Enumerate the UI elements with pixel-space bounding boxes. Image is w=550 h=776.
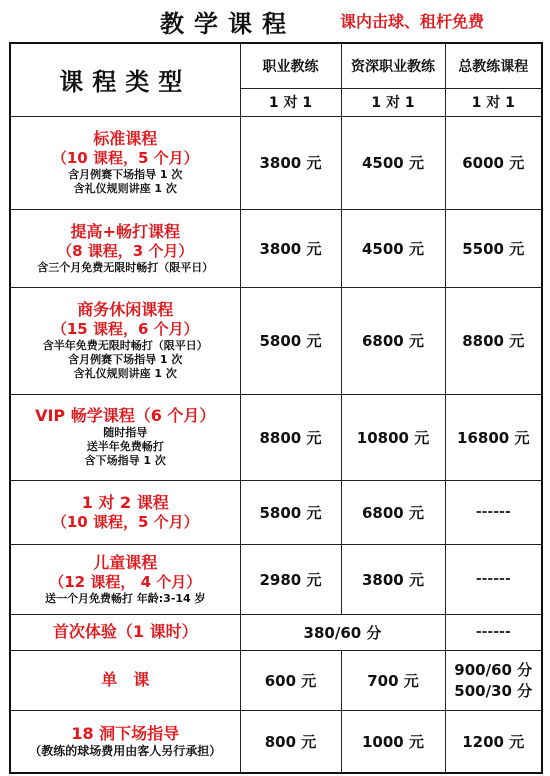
- price-cell: 16800 元: [445, 394, 542, 480]
- price-cell: 3800 元: [341, 544, 445, 614]
- table-row: [10, 116, 542, 209]
- price-cell: 10800 元: [341, 394, 445, 480]
- course-note: 含礼仪规则讲座 1 次: [73, 182, 177, 195]
- course-cell: [10, 614, 240, 650]
- page-header: [0, 0, 550, 38]
- course-cell: [10, 287, 240, 394]
- price-cell: 4500 元: [341, 209, 445, 287]
- price-cell: 5800 元: [240, 480, 341, 544]
- course-note: 送半年免费畅打: [86, 440, 164, 453]
- course-note: 随时指导: [103, 426, 148, 439]
- course-name: 18 洞下场指导: [71, 724, 180, 744]
- table-row: [10, 544, 542, 614]
- course-name: 1 对 2 课程: [81, 492, 169, 512]
- price-cell: 5500 元: [445, 209, 542, 287]
- course-duration: （15 课程，6 个月）: [51, 320, 199, 338]
- price-cell-empty: ------: [445, 614, 542, 650]
- course-cell: [10, 710, 240, 773]
- page-title: 教学课程: [160, 10, 296, 38]
- ratio-label: 1 对 1: [341, 88, 445, 116]
- coach-header-head: 总教练课程: [445, 43, 542, 88]
- price-cell-multi: [445, 650, 542, 710]
- page-subtitle: 课内击球、租杆免费: [340, 12, 485, 31]
- course-cell: [10, 480, 240, 544]
- price-cell: 6000 元: [445, 116, 542, 209]
- ratio-label: 1 对 1: [445, 88, 542, 116]
- course-name: 单 课: [101, 670, 150, 689]
- course-duration: （12 课程， 4 个月）: [49, 572, 202, 591]
- ratio-label: 1 对 1: [240, 88, 341, 116]
- price-cell: 700 元: [341, 650, 445, 710]
- course-note: 含月例赛下场指导 1 次: [68, 168, 183, 181]
- course-cell: [10, 209, 240, 287]
- price-line: 900/60 分: [454, 661, 533, 679]
- table-row: [10, 394, 542, 480]
- coach-header-senior: 资深职业教练: [341, 43, 445, 88]
- price-line: 500/30 分: [454, 682, 533, 700]
- table-row: [10, 710, 542, 773]
- course-note: 含半年免费无限时畅打（限平日）: [42, 339, 208, 352]
- course-cell: [10, 650, 240, 710]
- course-note: 含三个月免费无限时畅打（限平日）: [37, 260, 214, 274]
- course-cell: [10, 544, 240, 614]
- table-row: [10, 650, 542, 710]
- course-name: VIP 畅学课程（6 个月）: [35, 406, 216, 425]
- price-cell: 3800 元: [240, 209, 341, 287]
- course-note: 含礼仪规则讲座 1 次: [73, 367, 177, 380]
- price-cell: 8800 元: [240, 394, 341, 480]
- price-cell: 6800 元: [341, 287, 445, 394]
- course-note: 含月例赛下场指导 1 次: [68, 353, 183, 366]
- course-name: 提高+畅打课程: [70, 221, 180, 241]
- course-duration: （10 课程，5 个月）: [51, 512, 199, 531]
- price-cell-merged: 380/60 分: [240, 614, 445, 650]
- price-cell: 1200 元: [445, 710, 542, 773]
- course-note: （教练的球场费用由客人另行承担）: [29, 744, 222, 759]
- course-price-table: [9, 42, 543, 774]
- table-row: [10, 480, 542, 544]
- price-cell: 2980 元: [240, 544, 341, 614]
- price-cell: 800 元: [240, 710, 341, 773]
- course-note: 送一个月免费畅打 年龄:3-14 岁: [44, 591, 206, 605]
- price-cell-empty: ------: [445, 544, 542, 614]
- course-cell: [10, 394, 240, 480]
- course-type-header: 课程类型: [10, 43, 240, 116]
- price-cell: 3800 元: [240, 116, 341, 209]
- course-name: 标准课程: [93, 129, 158, 148]
- table-row: [10, 287, 542, 394]
- price-cell: 8800 元: [445, 287, 542, 394]
- course-note: 含下场指导 1 次: [84, 454, 166, 467]
- table-row: [10, 209, 542, 287]
- price-cell: 1000 元: [341, 710, 445, 773]
- course-name: 首次体验（1 课时）: [52, 622, 198, 641]
- price-cell: 4500 元: [341, 116, 445, 209]
- coach-header-professional: 职业教练: [240, 43, 341, 88]
- price-cell-empty: ------: [445, 480, 542, 544]
- price-cell: 600 元: [240, 650, 341, 710]
- price-cell: 5800 元: [240, 287, 341, 394]
- course-duration: （10 课程，5 个月）: [51, 149, 199, 167]
- course-name: 商务休闲课程: [77, 300, 174, 319]
- table-row: [10, 614, 542, 650]
- course-duration: （8 课程，3 个月）: [57, 241, 194, 260]
- course-name: 儿童课程: [93, 552, 158, 572]
- price-cell: 6800 元: [341, 480, 445, 544]
- course-cell: [10, 116, 240, 209]
